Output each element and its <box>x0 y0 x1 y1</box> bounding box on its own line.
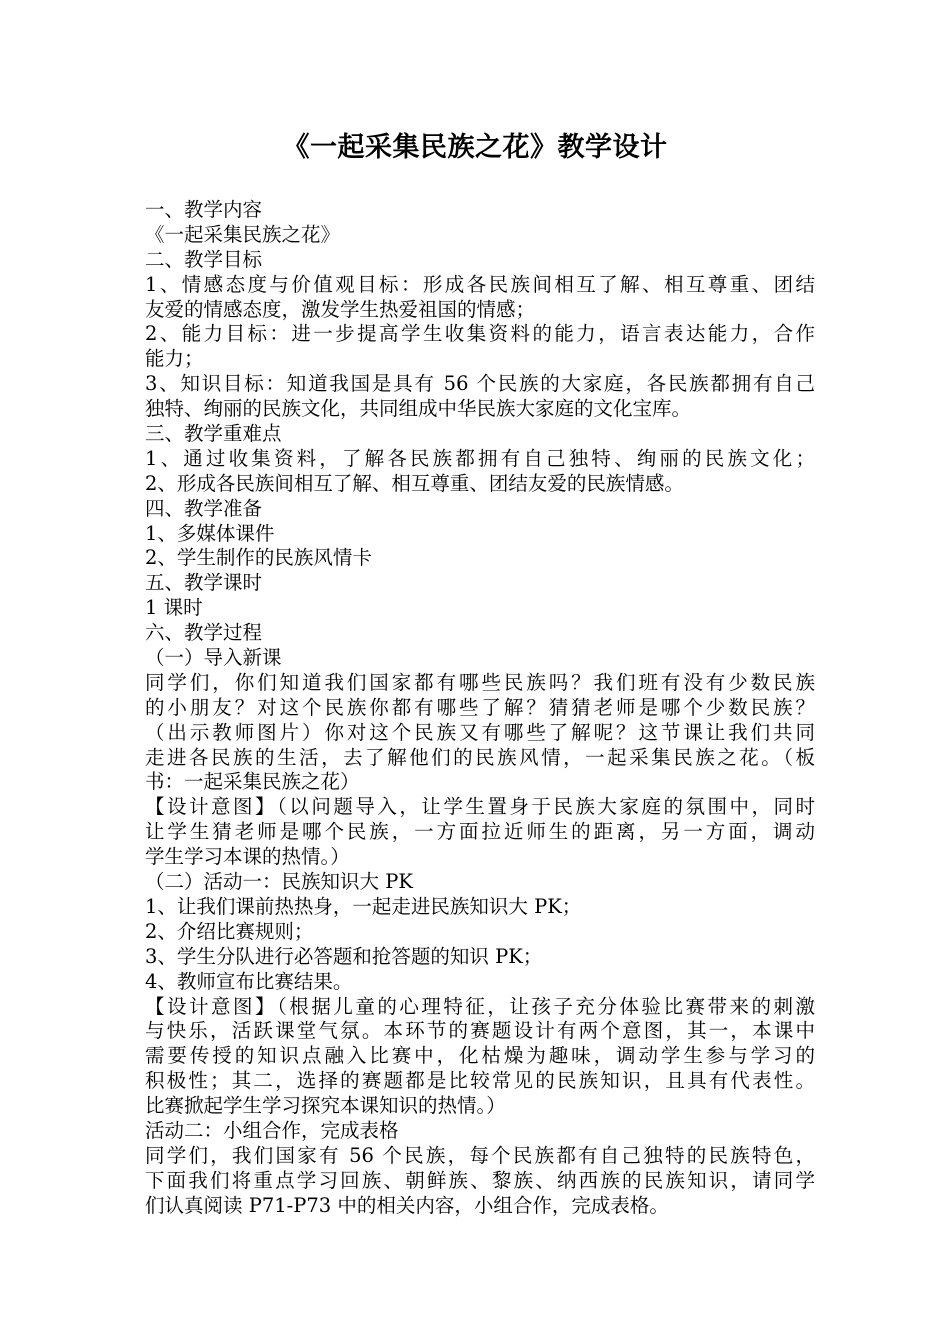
text-line: 让学生猜老师是哪个民族，一方面拉近师生的距离，另一方面，调动 <box>145 820 815 844</box>
text-line: 五、教学课时 <box>145 571 263 595</box>
text-line: 三、教学重难点 <box>145 422 282 446</box>
text-line: 1、通过收集资料，了解各民族都拥有自己独特、绚丽的民族文化； <box>145 446 815 470</box>
text-line: 4、教师宣布比赛结果。 <box>145 969 353 993</box>
text-line: 【设计意图】（根据儿童的心理特征，让孩子充分体验比赛带来的刺激 <box>145 994 815 1018</box>
text-line: 1 课时 <box>145 596 203 620</box>
text-line: 独特、绚丽的民族文化，共同组成中华民族大家庭的文化宝库。 <box>145 397 692 421</box>
document-title: 《一起采集民族之花》教学设计 <box>282 132 668 163</box>
text-line: 1、多媒体课件 <box>145 521 275 545</box>
text-line: 四、教学准备 <box>145 496 263 520</box>
text-line: 二、教学目标 <box>145 247 263 271</box>
text-line: 同学们，我们国家有 56 个民族，每个民族都有自己独特的民族特色， <box>145 1143 815 1167</box>
text-line: 2、形成各民族间相互了解、相互尊重、团结友爱的民族情感。 <box>145 471 684 495</box>
text-line: 比赛掀起学生学习探究本课知识的热情。） <box>145 1094 506 1118</box>
text-line: 下面我们将重点学习回族、朝鲜族、黎族、纳西族的民族知识，请同学 <box>145 1168 815 1192</box>
text-line: （一）导入新课 <box>145 646 282 670</box>
text-line: 积极性；其二，选择的赛题都是比较常见的民族知识，且具有代表性。 <box>145 1069 815 1093</box>
text-line: 2、学生制作的民族风情卡 <box>145 546 372 570</box>
text-line: 《一起采集民族之花》 <box>145 222 341 246</box>
text-line: 【设计意图】（以问题导入，让学生置身于民族大家庭的氛围中，同时 <box>145 795 815 819</box>
text-line: 六、教学过程 <box>145 621 263 645</box>
text-line: 1、让我们课前热热身，一起走进民族知识大 PK； <box>145 894 582 918</box>
text-line: 活动二：小组合作，完成表格 <box>145 1118 399 1142</box>
text-line: 能力； <box>145 347 204 371</box>
text-line: 友爱的情感态度，激发学生热爱祖国的情感； <box>145 297 536 321</box>
text-line: 需要传授的知识点融入比赛中，化枯燥为趣味，调动学生参与学习的 <box>145 1044 815 1068</box>
text-line: 书：一起采集民族之花） <box>145 770 360 794</box>
text-line: 一、教学内容 <box>145 198 263 221</box>
text-line: 学生学习本课的热情。） <box>145 845 350 869</box>
text-line: （二）活动一：民族知识大 PK <box>145 870 413 894</box>
text-line: 3、知识目标：知道我国是具有 56 个民族的大家庭，各民族都拥有自己 <box>145 372 815 396</box>
text-line: 3、学生分队进行必答题和抢答题的知识 PK； <box>145 944 543 968</box>
text-line: 与快乐，活跃课堂气氛。本环节的赛题设计有两个意图，其一，本课中 <box>145 1019 815 1043</box>
text-line: 走进各民族的生活，去了解他们的民族风情，一起采集民族之花。（板 <box>145 745 815 769</box>
text-line: 同学们，你们知道我们国家都有哪些民族吗？我们班有没有少数民族 <box>145 670 815 694</box>
text-line: 2、能力目标：进一步提高学生收集资料的能力，语言表达能力，合作 <box>145 322 815 346</box>
text-line: 的小朋友？对这个民族你都有哪些了解？猜猜老师是哪个少数民族？ <box>145 695 815 719</box>
text-line: 1、情感态度与价值观目标：形成各民族间相互了解、相互尊重、团结 <box>145 272 815 296</box>
text-line: 们认真阅读 P71-P73 中的相关内容，小组合作，完成表格。 <box>145 1193 669 1217</box>
text-line: 2、介绍比赛规则； <box>145 919 314 943</box>
text-line: （出示教师图片）你对这个民族又有哪些了解呢？这节课让我们共同 <box>145 720 815 744</box>
document-body <box>145 198 815 1219</box>
